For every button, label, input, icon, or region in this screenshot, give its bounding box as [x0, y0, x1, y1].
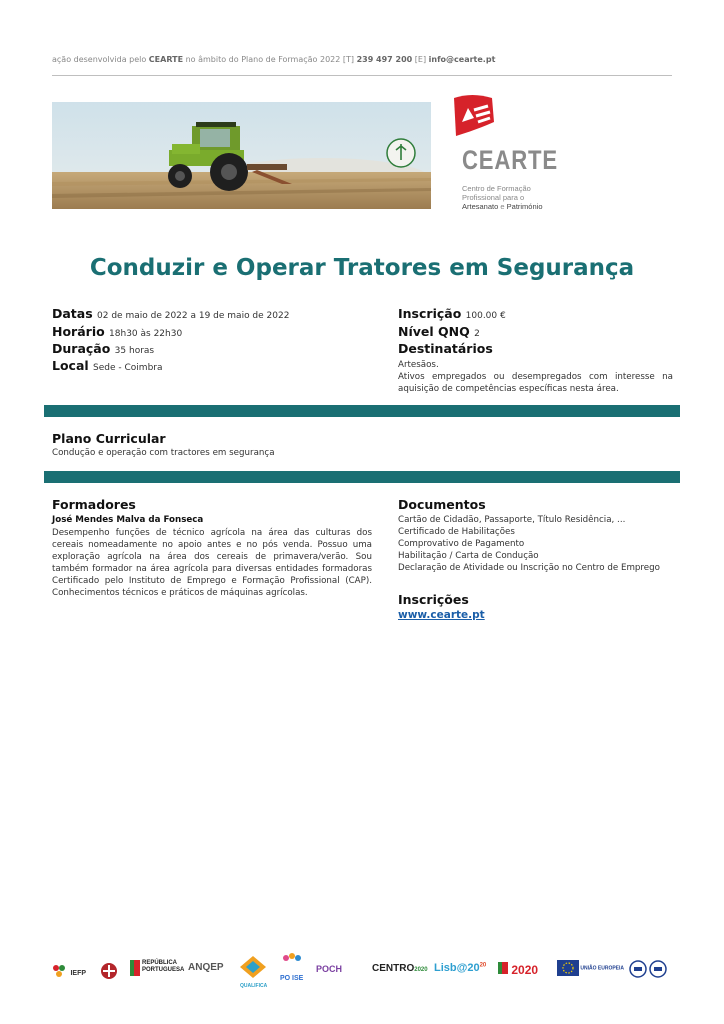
formador-bio: Desempenho funções de técnico agrícola na área das culturas dos cereais nomeadamente no apoio antes e no pós venda. Possuo uma exploração agrícola na área dos cereais de primavera/verão. Sou também formador na área agrícola para diversas entidades formadoras Certificado pelo Instituto de Emprego e Formação Profissional (CAP). Conhecimentos técnicos e práticos de máquinas agrícolas.	[52, 528, 372, 598]
cearte-logo-icon	[448, 92, 498, 140]
flag-icon	[498, 962, 508, 974]
cearte-logo-subtitle: Centro de Formação Profissional para o Artesanato e Património	[462, 184, 543, 211]
documento-item: Certificado de Habilitações	[398, 527, 515, 537]
footer-logos	[52, 952, 672, 992]
inscricoes-title: Inscrições	[398, 592, 469, 607]
documento-item: Declaração de Atividade ou Inscrição no Centro de Emprego	[398, 563, 660, 573]
partner-seal-logo	[628, 960, 670, 983]
detail-horario: Horário 18h30 às 22h30	[52, 324, 183, 339]
cearte-logo-text: CEARTE	[462, 145, 558, 175]
cearte-website-link[interactable]: www.cearte.pt	[398, 609, 485, 621]
destinatarios-label: Destinatários	[398, 341, 493, 356]
detail-nivel-qnq: Nível QNQ 2	[398, 324, 480, 339]
header-phone: 239 497 200	[356, 55, 413, 64]
centro2020-logo: CENTRO2020	[372, 963, 428, 974]
header-divider	[52, 75, 672, 76]
detail-duracao: Duração 35 horas	[52, 341, 155, 356]
documento-item: Cartão de Cidadão, Passaporte, Título Residência, ...	[398, 515, 626, 525]
documentos-list	[398, 514, 678, 574]
poise-icon	[280, 952, 304, 970]
iefp-icon	[52, 964, 66, 978]
uniao-europeia-logo: UNIÃO EUROPEIA	[557, 960, 624, 976]
detail-datas: Datas 02 de maio de 2022 a 19 de maio de 2022	[52, 306, 290, 321]
header-note: ação desenvolvida pelo CEARTE no âmbito do Plano de Formação 2022 [T] 239 497 200 [E] info@cearte.pt	[52, 55, 496, 64]
iefp-logo: IEFP	[52, 964, 86, 983]
seal-icon	[628, 960, 670, 978]
course-title: Conduzir e Operar Tratores em Segurança	[89, 255, 635, 281]
cruz-vermelha-logo	[100, 962, 118, 985]
detail-inscricao: Inscrição 100.00 €	[398, 306, 506, 321]
qualifica-icon	[240, 956, 266, 978]
header-email[interactable]: info@cearte.pt	[428, 55, 496, 64]
destinatarios-text: Artesãos. Ativos empregados ou desempregados com interesse na aquisição de competências específicas nesta área.	[398, 360, 673, 394]
tractor-hero-image	[52, 102, 431, 209]
poise-logo: PO ISE	[280, 952, 304, 982]
flag-icon	[130, 960, 140, 976]
emblem-icon	[100, 962, 118, 980]
formador-name: José Mendes Malva da Fonseca	[52, 515, 204, 525]
plano-curricular-title: Plano Curricular	[52, 431, 166, 446]
documento-item: Habilitação / Carta de Condução	[398, 551, 539, 561]
documentos-title: Documentos	[398, 497, 486, 512]
section-divider-bar	[44, 405, 680, 417]
republica-portuguesa-logo: REPÚBLICA PORTUGUESA	[130, 960, 172, 976]
lisboa2020-logo: $Lisb@20^{20}$	[434, 962, 487, 974]
formadores-title: Formadores	[52, 497, 136, 512]
detail-local: Local Sede - Coimbra	[52, 358, 163, 373]
eu-flag-icon	[557, 960, 579, 976]
poch-logo: POCH	[316, 964, 343, 974]
anqep-logo: ANQEP	[188, 962, 224, 973]
documento-item: Comprovativo de Pagamento	[398, 539, 525, 549]
plano-curricular-text: Condução e operação com tractores em segurança	[52, 448, 275, 458]
qualifica-logo: QUALIFICA	[240, 956, 267, 989]
portugal2020-logo: 2020	[498, 962, 538, 977]
section-divider-bar	[44, 471, 680, 483]
header-org: CEARTE	[148, 55, 184, 64]
